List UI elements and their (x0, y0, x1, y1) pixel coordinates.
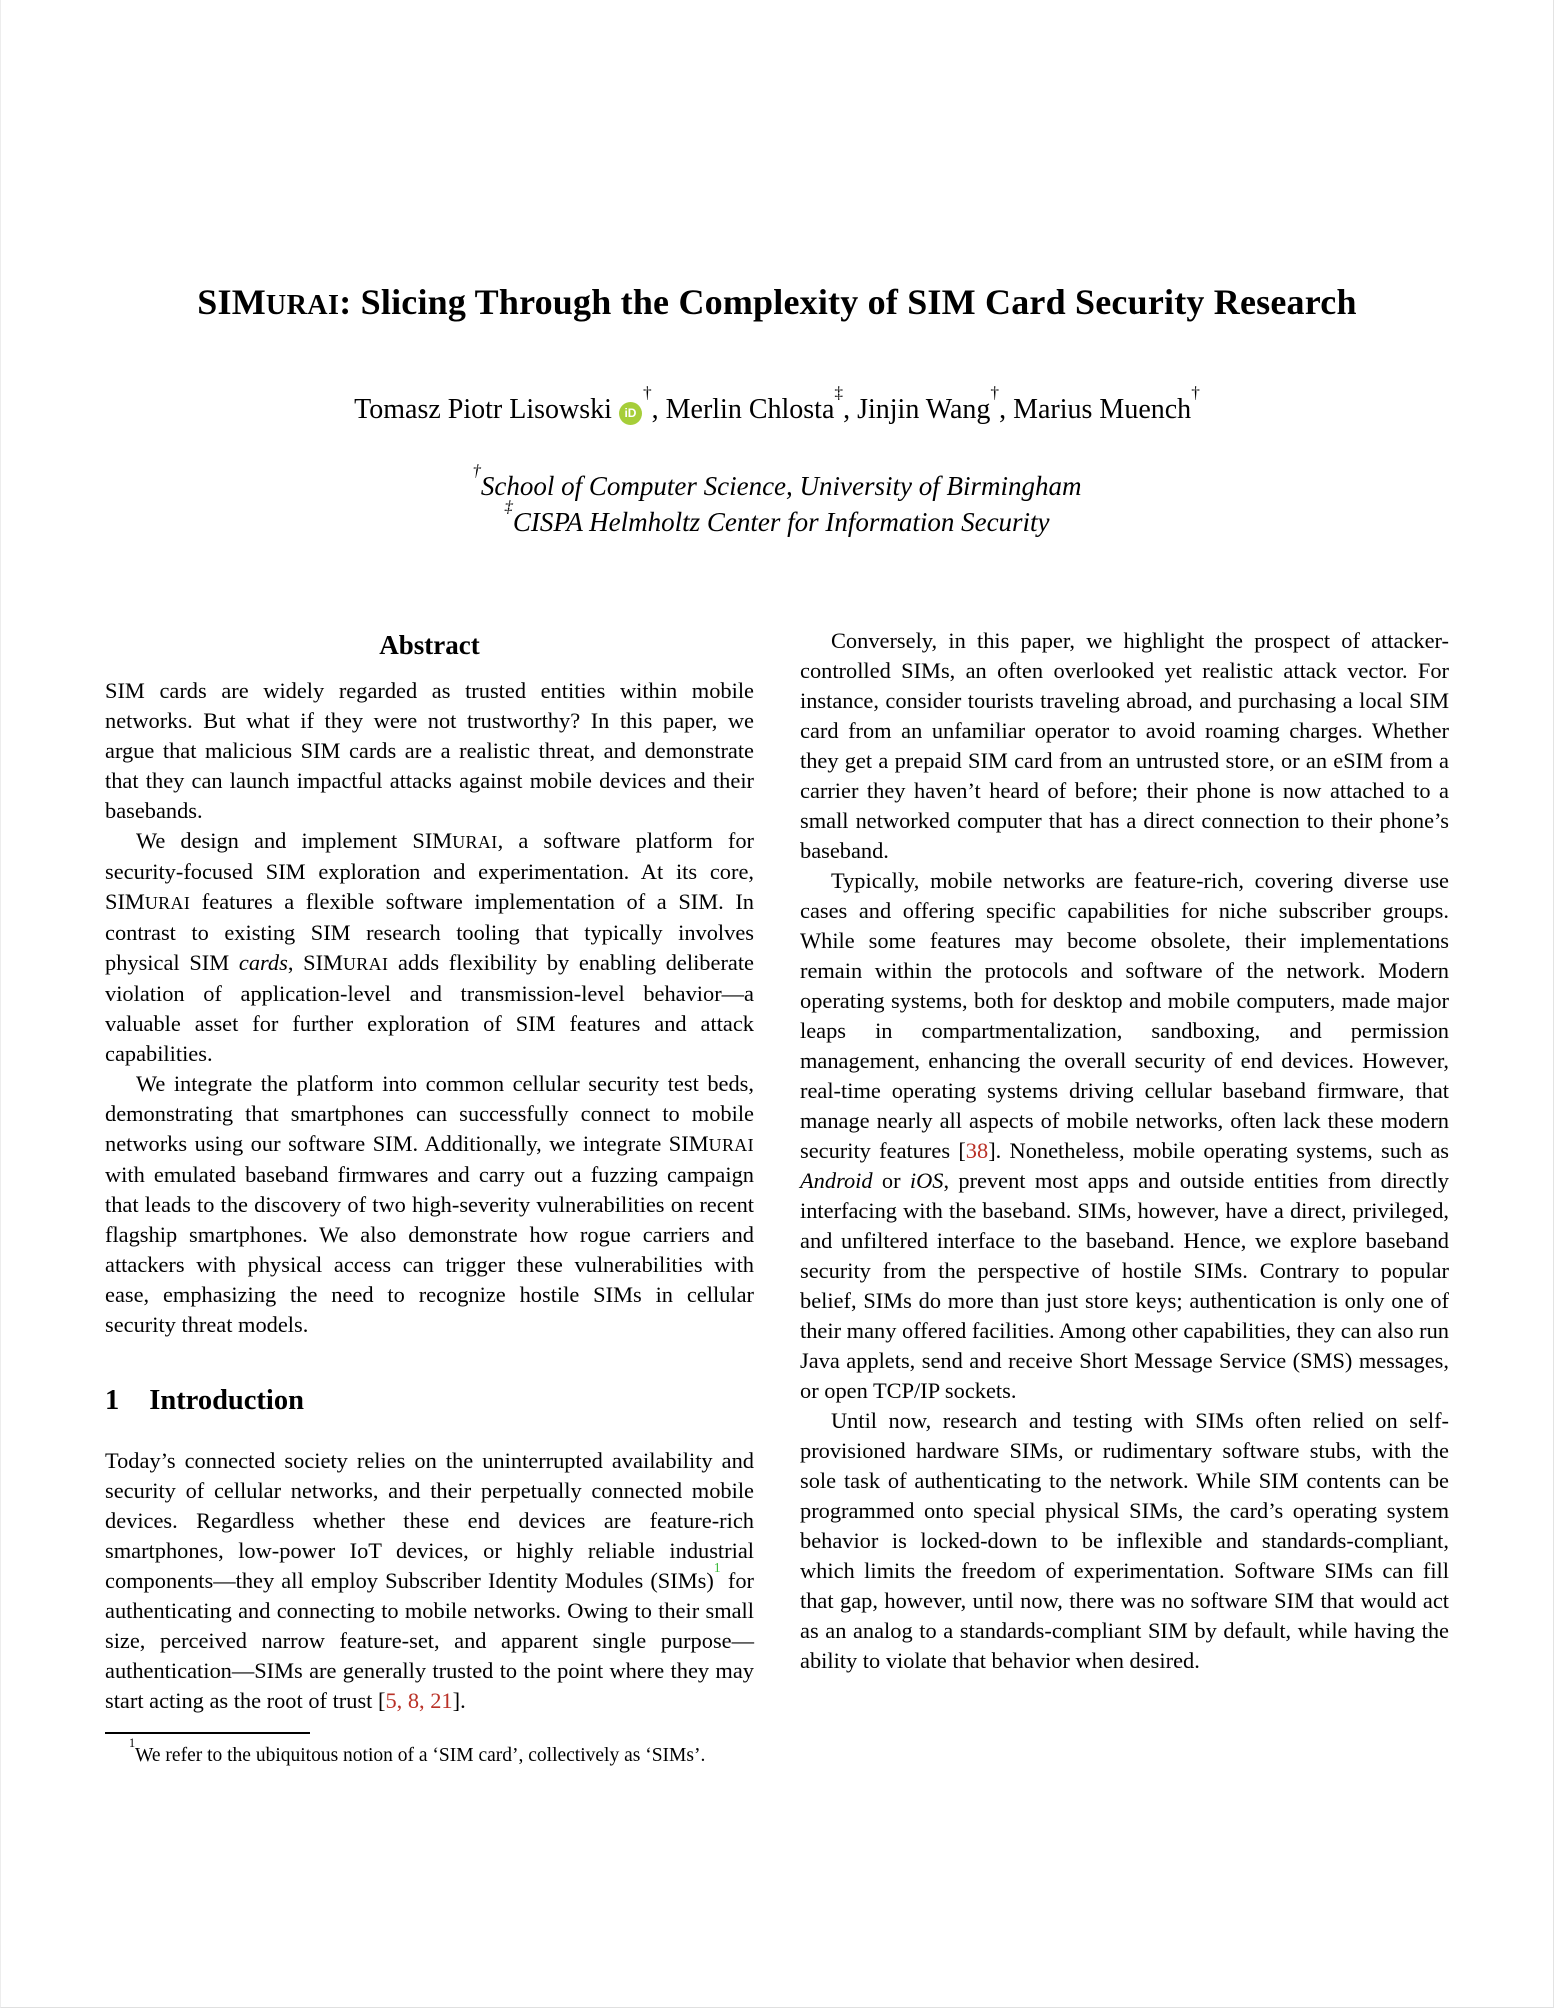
text-run: , a software platform for security-focused SIM exploration and experimentation. At its core, (105, 828, 754, 884)
text-run: SIM (303, 950, 343, 975)
text-run: for authenticating and connecting to mobile networks. Owing to their small size, perceived narrow feature-set, and apparent single purpose—authentication—SIMs are generally trusted to the point where they may start acting as the root of trust [ (105, 1568, 754, 1713)
text-run: , prevent most apps and outside entities from directly interfacing with the baseband. SIMs, however, have a direct, privileged, and unfiltered interface to the baseband. Hence, we explore baseband security from the perspective of hostile SIMs. Contrary to popular belief, SIMs do more than just store keys; authentication is only one of their many offered facilities. Among other capabilities, they can also run Java applets, send and receive Short Message Service (SMS) messages, or open TCP/IP sockets. (800, 1168, 1449, 1403)
affiliation-text: CISPA Helmholtz Center for Information Security (512, 507, 1050, 537)
author-affiliation-mark: † (1191, 383, 1200, 403)
smallcaps-text: URAI (265, 290, 340, 321)
text-run: Until now, research and testing with SIMs often relied on self-provisioned hardware SIMs, or rudimentary software stubs, with the sole task of authenticating to the network. While SIM contents can be programmed onto special physical SIMs, the card’s operating system behavior is locked-down to be inflexible and standards-compliant, which limits the freedom of experimentation. Software SIMs can fill that gap, however, until now, there was no software SIM that would act as an analog to a standards-compliant SIM by default, while having the ability to violate that behavior when desired. (800, 1408, 1449, 1673)
text-run: ]. Nonetheless, mobile operating systems, such as (988, 1138, 1450, 1163)
paragraph (105, 826, 754, 1069)
author-line: Tomasz Piotr Lisowski iD†, Merlin Chlosta‡, Jinjin Wang†, Marius Muench† (354, 383, 1200, 425)
author (354, 383, 652, 425)
affiliation-mark: † (472, 460, 481, 480)
text-run: We design and implement (136, 828, 413, 853)
text-run: SIM cards are widely regarded as trusted entities within mobile networks. But what if they were not trustworthy? In this paper, we argue that malicious SIM cards are a realistic threat, and demonstrate that they can launch impactful attacks against mobile devices and their basebands. (105, 678, 754, 823)
paragraph (105, 1446, 754, 1716)
two-column-body (105, 626, 1449, 1768)
smallcaps-text: URAI (452, 832, 498, 852)
affiliation-mark: ‡ (504, 496, 513, 516)
author-affiliation-mark: ‡ (834, 383, 844, 403)
citation-link[interactable]: 5, 8, 21 (385, 1688, 453, 1713)
text-run: Today’s connected society relies on the uninterrupted availability and security of cellular networks, and their perpetually connected mobile devices. Regardless whether these end devices are feature-rich smartphones, low-power IoT devices, or highly reliable industrial components—they all employ Subscriber Identity Modules (SIMs) (105, 1448, 754, 1593)
text-run: SIM (412, 828, 453, 853)
paragraph (105, 676, 754, 826)
author-name: Merlin Chlosta (665, 394, 835, 425)
footnote-number: 1 (129, 1735, 136, 1750)
footnote-rule (105, 1732, 310, 1734)
abstract-heading: Abstract (379, 630, 480, 660)
affiliation-line (1, 496, 1553, 540)
italic-text: Android (800, 1168, 873, 1193)
citation-link[interactable]: 38 (965, 1138, 989, 1163)
paper-title (1, 0, 1553, 328)
author-name: Tomasz Piotr Lisowski (354, 394, 612, 425)
text-run: ]. (452, 1688, 466, 1713)
paragraph (800, 626, 1449, 866)
left-column (105, 626, 754, 1768)
author (665, 383, 844, 425)
text-run: or (872, 1168, 910, 1193)
smallcaps-text: URAI (144, 893, 191, 913)
author-affiliation-mark: † (642, 383, 652, 403)
paragraph (800, 1406, 1449, 1676)
smallcaps-text: URAI (708, 1135, 754, 1155)
footnote-link-wrap (714, 1561, 721, 1576)
text-run: with emulated baseband firmwares and carry out a fuzzing campaign that leads to the discovery of two high-severity vulnerabilities on recent flagship smartphones. We also demonstrate how rogue carriers and attackers with physical access can trigger these vulnerabilities with ease, emphasizing the need to recognize hostile SIMs in cellular security threat models. (105, 1162, 754, 1337)
author (857, 383, 1000, 425)
text-run: We integrate the platform into common cellular security test beds, demonstrating that smartphones can successfully connect to mobile networks using our software SIM. Additionally, we integrate (105, 1071, 754, 1156)
text-run: SIM (668, 1131, 709, 1156)
affiliation-line (1, 460, 1553, 504)
paragraph (800, 866, 1449, 1406)
author (1013, 383, 1200, 425)
footnote-link[interactable]: 1 (713, 1560, 721, 1576)
text-run: Typically, mobile networks are feature-rich, covering diverse use cases and offering specific capabilities for niche subscriber groups. While some features may become obsolete, their implementations remain within the protocols and software of the network. Modern operating systems, both for desktop and mobile computers, made major leaps in compartmentalization, sandboxing, and permission management, enhancing the overall security of end devices. However, real-time operating systems driving cellular baseband firmware, that manage nearly all aspects of mobile networks, often lack these modern security features [ (800, 868, 1449, 1163)
author-affiliation-mark: † (990, 383, 1000, 403)
author-name: Jinjin Wang (857, 394, 991, 425)
affiliation-text: School of Computer Science, University of Birmingham (480, 471, 1082, 501)
text-run: SIM (197, 282, 266, 322)
section-number: 1 (105, 1385, 120, 1416)
text-run: features a flexible software implementation of a SIM. In contrast to existing SIM research tooling that typically involves physical SIM (105, 889, 754, 975)
section-heading (105, 1386, 754, 1416)
text-run: : Slicing Through the Complexity of SIM Card Security Research (339, 282, 1357, 322)
text-run: adds flexibility by enabling deliberate violation of application-level and transmission-level behavior—a valuable asset for further exploration of SIM features and attack capabilities. (105, 950, 754, 1066)
italic-text: cards (238, 950, 288, 975)
section-title: Introduction (149, 1385, 304, 1416)
smallcaps-text: URAI (342, 954, 389, 974)
affiliations (1, 460, 1553, 540)
text-run: , (287, 950, 304, 975)
orcid-icon[interactable]: iD (619, 402, 642, 425)
text-run: SIM (105, 889, 145, 914)
author-name: Marius Muench (1013, 394, 1192, 425)
italic-text: iOS (909, 1168, 944, 1193)
footnote-text (105, 1735, 754, 1768)
text-run: We refer to the ubiquitous notion of a ‘SIM card’, collectively as ‘SIMs’. (135, 1745, 706, 1766)
footnote (105, 1732, 754, 1768)
text-run: Conversely, in this paper, we highlight the prospect of attacker-controlled SIMs, an often overlooked yet realistic attack vector. For instance, consider tourists traveling abroad, and purchasing a local SIM card from an unfamiliar operator to avoid roaming charges. Whether they get a prepaid SIM card from an untrusted store, or an eSIM from a carrier they haven’t heard of before; their phone is now attached to a small networked computer that has a direct connection to their phone’s baseband. (800, 628, 1449, 863)
paragraph (105, 1069, 754, 1340)
right-column (800, 626, 1449, 1768)
